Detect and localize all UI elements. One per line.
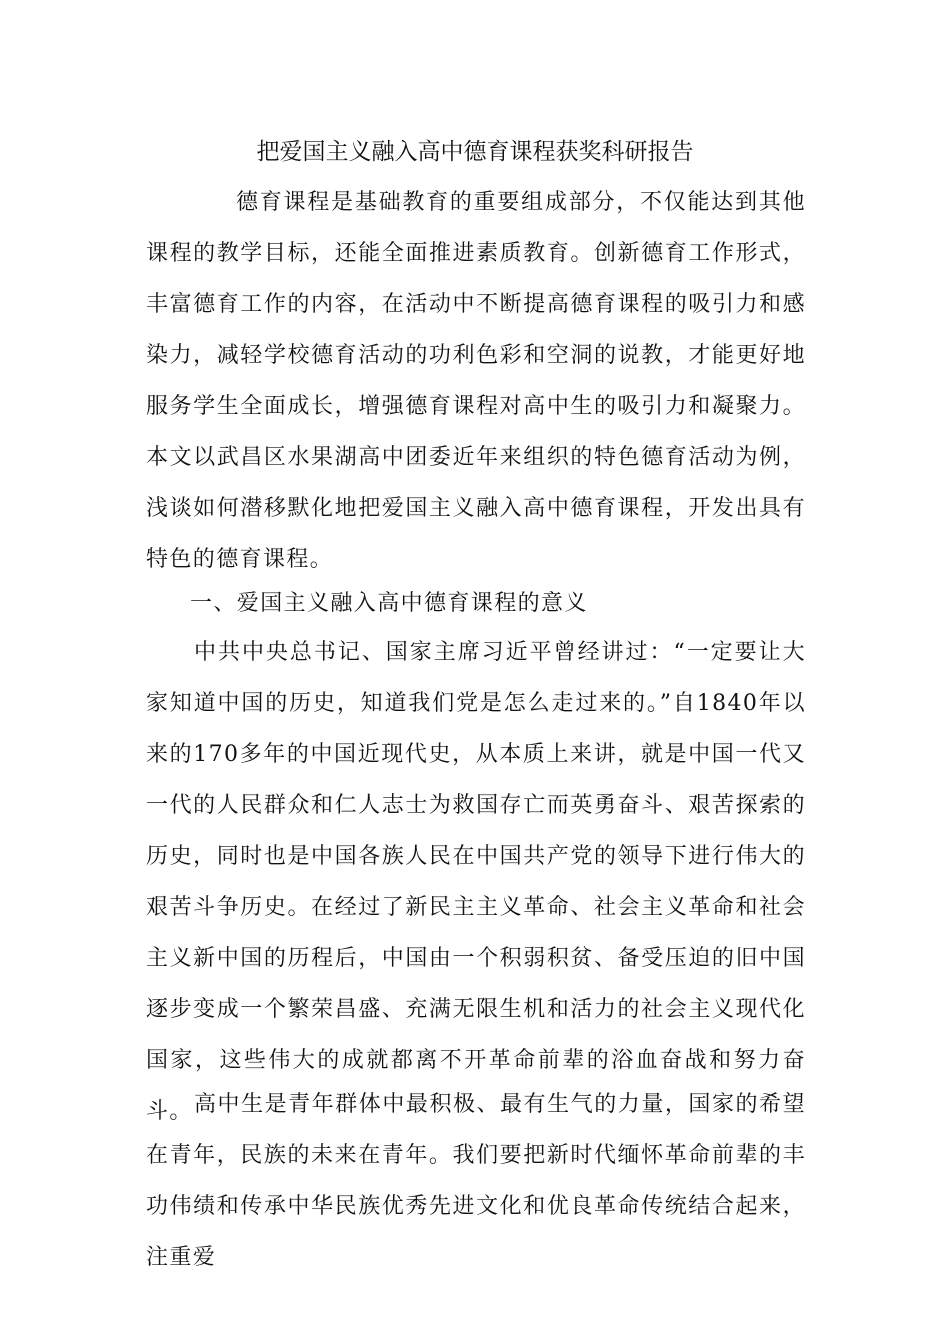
section-heading-1: 一、爱国主义融入高中德育课程的意义 (190, 591, 588, 616)
document-title: 把爱国主义融入高中德育课程获奖科研报告 (256, 139, 694, 165)
paragraph-history: 中共中央总书记、国家主席习近平曾经讲过：“一定要让大家知道中国的历史，知道我们党是怎么走过来的。”自1840年以来的170多年的中国近现代史，从本质上来讲，就是中国一代又一代的人民群众和仁人志士为救国存亡而英勇奋斗、艰苦探索的历史，同时也是中国各族人民在中国共产党的领导下进行伟大的艰苦斗争历史。在经过了新民主主义革命、社会主义革命和社会主义新中国的历程后，中国由一个积弱积贫、备受压迫的旧中国逐步变成一个繁荣昌盛、充满无限生机和活力的社会主义现代化国家，这些伟大的成就都离不开革命前辈的浴血奋战和努力奋斗。 (146, 640, 806, 1124)
paragraph-youth: 高中生是青年群体中最积极、最有生气的力量，国家的希望在青年，民族的未来在青年。我们要把新时代缅怀革命前辈的丰功伟绩和传承中华民族优秀先进文化和优良革命传统结合起来，注重爱 (146, 1092, 806, 1270)
paragraph-intro: 德育课程是基础教育的重要组成部分，不仅能达到其他课程的教学目标，还能全面推进素质教育。创新德育工作形式，丰富德育工作的内容，在活动中不断提高德育课程的吸引力和感染力，减轻学校德育活动的功利色彩和空洞的说教，才能更好地服务学生全面成长，增强德育课程对高中生的吸引力和凝聚力。本文以武昌区水果湖高中团委近年来组织的特色德育活动为例，浅谈如何潜移默化地把爱国主义融入高中德育课程，开发出具有特色的德育课程。 (146, 190, 806, 572)
